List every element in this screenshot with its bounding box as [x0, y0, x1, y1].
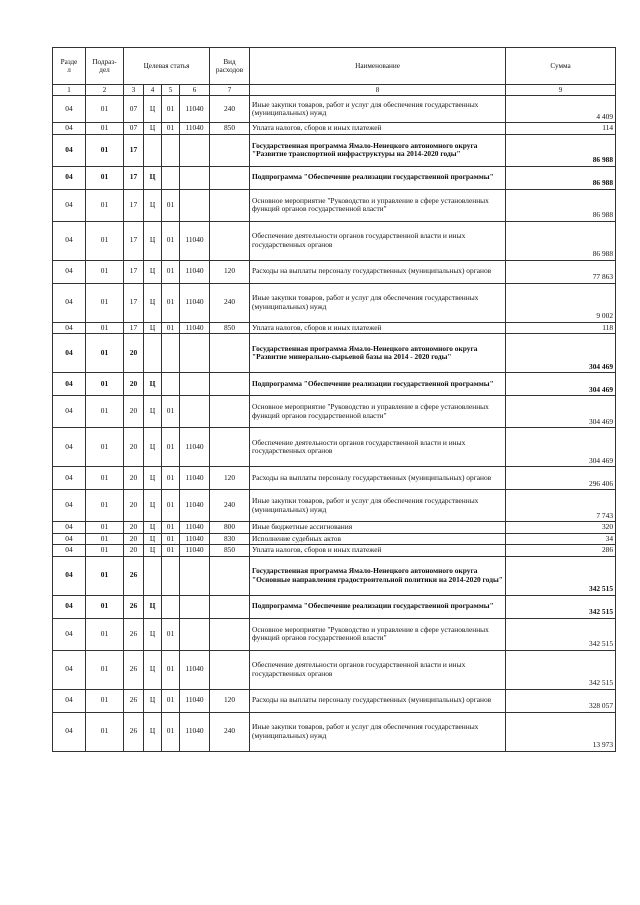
- cell-cel-3: 01: [162, 490, 180, 522]
- table-row: [53, 322, 616, 334]
- cell-cel-1: 20: [124, 428, 144, 467]
- cell-vid: [210, 650, 250, 689]
- cell-cel-4: 11040: [180, 533, 210, 545]
- cell-name: Иные закупки товаров, работ и услуг для обеспечения государственных (муниципальных) нужд: [250, 712, 506, 751]
- cell-vid: 240: [210, 96, 250, 123]
- cell-podrazdel: 01: [86, 322, 124, 334]
- cell-cel-3: 01: [162, 467, 180, 490]
- cell-name: Подпрограмма "Обеспечение реализации государственной программы": [250, 595, 506, 618]
- cell-vid: 830: [210, 533, 250, 545]
- cell-cel-4: 11040: [180, 123, 210, 135]
- table-row: [53, 96, 616, 123]
- cell-cel-3: 01: [162, 189, 180, 221]
- cell-razdel: 04: [53, 166, 86, 189]
- cell-razdel: 04: [53, 533, 86, 545]
- cell-sum: 296 406: [506, 467, 616, 490]
- cell-name: Уплата налогов, сборов и иных платежей: [250, 545, 506, 557]
- cell-vid: 120: [210, 260, 250, 283]
- cell-cel-2: Ц: [144, 545, 162, 557]
- cell-cel-4: 11040: [180, 522, 210, 534]
- colnum-5: 5: [162, 85, 180, 96]
- cell-cel-1: 26: [124, 556, 144, 595]
- table-row: [53, 189, 616, 221]
- cell-cel-4: 11040: [180, 322, 210, 334]
- cell-cel-3: 01: [162, 322, 180, 334]
- cell-razdel: 04: [53, 260, 86, 283]
- table-row: [53, 556, 616, 595]
- cell-name: Обеспечение деятельности органов государственной власти и иных государственных органов: [250, 650, 506, 689]
- table-row: [53, 166, 616, 189]
- cell-cel-1: 20: [124, 533, 144, 545]
- cell-podrazdel: 01: [86, 396, 124, 428]
- cell-cel-1: 07: [124, 96, 144, 123]
- colnum-1: 1: [53, 85, 86, 96]
- cell-cel-1: 17: [124, 166, 144, 189]
- cell-cel-2: Ц: [144, 595, 162, 618]
- cell-podrazdel: 01: [86, 189, 124, 221]
- cell-podrazdel: 01: [86, 134, 124, 166]
- cell-cel-2: Ц: [144, 467, 162, 490]
- cell-sum: 13 973: [506, 712, 616, 751]
- cell-razdel: 04: [53, 428, 86, 467]
- cell-razdel: 04: [53, 712, 86, 751]
- cell-sum: 86 988: [506, 189, 616, 221]
- cell-vid: 850: [210, 123, 250, 135]
- cell-sum: 7 743: [506, 490, 616, 522]
- cell-cel-3: 01: [162, 650, 180, 689]
- cell-sum: 342 515: [506, 618, 616, 650]
- cell-vid: [210, 189, 250, 221]
- colnum-3: 3: [124, 85, 144, 96]
- cell-razdel: 04: [53, 283, 86, 322]
- header-celevaya-statya: Целевая статья: [124, 48, 210, 85]
- header-row: [53, 48, 616, 85]
- cell-podrazdel: 01: [86, 522, 124, 534]
- cell-sum: 342 515: [506, 556, 616, 595]
- cell-sum: 86 988: [506, 166, 616, 189]
- cell-razdel: 04: [53, 689, 86, 712]
- cell-cel-1: 20: [124, 396, 144, 428]
- table-row: [53, 373, 616, 396]
- cell-cel-3: 01: [162, 96, 180, 123]
- cell-name: Иные закупки товаров, работ и услуг для обеспечения государственных (муниципальных) нужд: [250, 283, 506, 322]
- colnum-8: 8: [250, 85, 506, 96]
- cell-cel-3: [162, 166, 180, 189]
- table-row: [53, 283, 616, 322]
- cell-vid: 120: [210, 467, 250, 490]
- cell-vid: [210, 373, 250, 396]
- cell-cel-1: 17: [124, 221, 144, 260]
- budget-table: [52, 47, 616, 752]
- cell-podrazdel: 01: [86, 428, 124, 467]
- cell-cel-4: 11040: [180, 689, 210, 712]
- cell-cel-3: [162, 334, 180, 373]
- cell-vid: 240: [210, 712, 250, 751]
- cell-cel-2: Ц: [144, 428, 162, 467]
- cell-cel-3: [162, 134, 180, 166]
- cell-cel-4: 11040: [180, 221, 210, 260]
- cell-vid: [210, 556, 250, 595]
- cell-vid: [210, 595, 250, 618]
- table-row: [53, 428, 616, 467]
- cell-cel-2: [144, 134, 162, 166]
- cell-cel-1: 20: [124, 373, 144, 396]
- cell-cel-1: 20: [124, 467, 144, 490]
- cell-cel-4: [180, 373, 210, 396]
- cell-cel-3: 01: [162, 396, 180, 428]
- table-body: [53, 96, 616, 752]
- cell-cel-1: 26: [124, 689, 144, 712]
- cell-cel-2: Ц: [144, 322, 162, 334]
- table-row: [53, 396, 616, 428]
- cell-sum: 118: [506, 322, 616, 334]
- cell-sum: 304 469: [506, 396, 616, 428]
- table-row: [53, 618, 616, 650]
- cell-vid: [210, 221, 250, 260]
- cell-name: Исполнение судебных актов: [250, 533, 506, 545]
- cell-cel-1: 17: [124, 322, 144, 334]
- cell-cel-3: [162, 373, 180, 396]
- cell-cel-2: Ц: [144, 533, 162, 545]
- cell-name: Расходы на выплаты персоналу государственных (муниципальных) органов: [250, 260, 506, 283]
- cell-cel-2: Ц: [144, 396, 162, 428]
- cell-name: Основное мероприятие "Руководство и управление в сфере установленных функций органов государственной власти": [250, 396, 506, 428]
- cell-name: Расходы на выплаты персоналу государственных (муниципальных) органов: [250, 689, 506, 712]
- cell-cel-3: 01: [162, 123, 180, 135]
- cell-sum: 328 057: [506, 689, 616, 712]
- cell-cel-2: Ц: [144, 123, 162, 135]
- cell-sum: 77 863: [506, 260, 616, 283]
- cell-sum: 304 469: [506, 334, 616, 373]
- cell-razdel: 04: [53, 134, 86, 166]
- cell-razdel: 04: [53, 396, 86, 428]
- cell-vid: 240: [210, 490, 250, 522]
- cell-cel-1: 20: [124, 522, 144, 534]
- cell-sum: 342 515: [506, 650, 616, 689]
- cell-name: Расходы на выплаты персоналу государственных (муниципальных) органов: [250, 467, 506, 490]
- cell-podrazdel: 01: [86, 260, 124, 283]
- cell-cel-2: Ц: [144, 166, 162, 189]
- cell-name: Уплата налогов, сборов и иных платежей: [250, 123, 506, 135]
- cell-cel-4: 11040: [180, 545, 210, 557]
- colnum-7: 7: [210, 85, 250, 96]
- cell-cel-4: 11040: [180, 96, 210, 123]
- cell-cel-4: [180, 595, 210, 618]
- cell-name: Уплата налогов, сборов и иных платежей: [250, 322, 506, 334]
- cell-podrazdel: 01: [86, 221, 124, 260]
- table-row: [53, 260, 616, 283]
- cell-razdel: 04: [53, 373, 86, 396]
- cell-name: Иные бюджетные ассигнования: [250, 522, 506, 534]
- cell-cel-1: 07: [124, 123, 144, 135]
- cell-vid: [210, 618, 250, 650]
- table-row: [53, 533, 616, 545]
- colnum-2: 2: [86, 85, 124, 96]
- cell-cel-4: [180, 166, 210, 189]
- cell-cel-3: 01: [162, 221, 180, 260]
- cell-vid: [210, 166, 250, 189]
- cell-cel-4: 11040: [180, 283, 210, 322]
- cell-razdel: 04: [53, 467, 86, 490]
- cell-cel-2: [144, 334, 162, 373]
- table-row: [53, 522, 616, 534]
- cell-razdel: 04: [53, 545, 86, 557]
- column-number-row: [53, 85, 616, 96]
- cell-cel-2: Ц: [144, 221, 162, 260]
- cell-cel-3: 01: [162, 533, 180, 545]
- cell-cel-3: 01: [162, 428, 180, 467]
- cell-podrazdel: 01: [86, 650, 124, 689]
- cell-vid: 850: [210, 322, 250, 334]
- cell-name: Обеспечение деятельности органов государственной власти и иных государственных органов: [250, 428, 506, 467]
- header-summa: Сумма: [506, 48, 616, 85]
- cell-sum: 342 515: [506, 595, 616, 618]
- cell-cel-3: 01: [162, 689, 180, 712]
- cell-cel-1: 20: [124, 490, 144, 522]
- cell-cel-4: [180, 334, 210, 373]
- cell-name: Подпрограмма "Обеспечение реализации государственной программы": [250, 166, 506, 189]
- cell-cel-2: Ц: [144, 260, 162, 283]
- cell-cel-3: [162, 556, 180, 595]
- cell-razdel: 04: [53, 595, 86, 618]
- cell-cel-4: 11040: [180, 650, 210, 689]
- cell-razdel: 04: [53, 322, 86, 334]
- cell-vid: 800: [210, 522, 250, 534]
- cell-name: Государственная программа Ямало-Ненецкого автономного округа "Развитие транспортной инфраструктуры на 2014-2020 годы": [250, 134, 506, 166]
- cell-cel-4: 11040: [180, 712, 210, 751]
- table-row: [53, 689, 616, 712]
- header-naimenovanie: Наименование: [250, 48, 506, 85]
- cell-cel-2: Ц: [144, 283, 162, 322]
- cell-cel-3: 01: [162, 545, 180, 557]
- cell-cel-1: 17: [124, 260, 144, 283]
- cell-cel-1: 26: [124, 650, 144, 689]
- table-row: [53, 134, 616, 166]
- cell-cel-2: Ц: [144, 522, 162, 534]
- cell-sum: 9 002: [506, 283, 616, 322]
- cell-vid: 850: [210, 545, 250, 557]
- cell-podrazdel: 01: [86, 334, 124, 373]
- cell-razdel: 04: [53, 189, 86, 221]
- cell-razdel: 04: [53, 650, 86, 689]
- cell-name: Государственная программа Ямало-Ненецкого автономного округа "Развитие минерально-сырьевой базы на 2014 - 2020 годы": [250, 334, 506, 373]
- cell-vid: 240: [210, 283, 250, 322]
- cell-podrazdel: 01: [86, 595, 124, 618]
- cell-cel-3: 01: [162, 618, 180, 650]
- cell-name: Государственная программа Ямало-Ненецкого автономного округа "Основные направления градостроительной политики на 2014-2020 годы": [250, 556, 506, 595]
- cell-cel-2: Ц: [144, 650, 162, 689]
- cell-cel-2: Ц: [144, 712, 162, 751]
- cell-cel-4: [180, 556, 210, 595]
- cell-sum: 86 988: [506, 221, 616, 260]
- cell-podrazdel: 01: [86, 283, 124, 322]
- cell-name: Обеспечение деятельности органов государственной власти и иных государственных органов: [250, 221, 506, 260]
- cell-cel-2: Ц: [144, 189, 162, 221]
- cell-razdel: 04: [53, 221, 86, 260]
- cell-sum: 34: [506, 533, 616, 545]
- cell-vid: [210, 428, 250, 467]
- cell-sum: 4 409: [506, 96, 616, 123]
- cell-podrazdel: 01: [86, 533, 124, 545]
- cell-name: Основное мероприятие "Руководство и управление в сфере установленных функций органов государственной власти": [250, 189, 506, 221]
- cell-sum: 286: [506, 545, 616, 557]
- cell-podrazdel: 01: [86, 618, 124, 650]
- cell-razdel: 04: [53, 522, 86, 534]
- cell-cel-4: 11040: [180, 428, 210, 467]
- table-row: [53, 545, 616, 557]
- colnum-9: 9: [506, 85, 616, 96]
- cell-cel-1: 26: [124, 618, 144, 650]
- cell-name: Иные закупки товаров, работ и услуг для обеспечения государственных (муниципальных) нужд: [250, 490, 506, 522]
- cell-cel-1: 20: [124, 545, 144, 557]
- cell-cel-2: Ц: [144, 490, 162, 522]
- header-vid-rashodov: Вид расходов: [210, 48, 250, 85]
- cell-name: Подпрограмма "Обеспечение реализации государственной программы": [250, 373, 506, 396]
- cell-name: Иные закупки товаров, работ и услуг для обеспечения государственных (муниципальных) нужд: [250, 96, 506, 123]
- cell-sum: 320: [506, 522, 616, 534]
- cell-vid: [210, 396, 250, 428]
- cell-podrazdel: 01: [86, 689, 124, 712]
- header-podrazdel: Подраз- дел: [86, 48, 124, 85]
- table-row: [53, 467, 616, 490]
- cell-razdel: 04: [53, 556, 86, 595]
- cell-cel-2: Ц: [144, 373, 162, 396]
- cell-cel-4: 11040: [180, 490, 210, 522]
- cell-podrazdel: 01: [86, 123, 124, 135]
- cell-podrazdel: 01: [86, 373, 124, 396]
- header-razdel: Разде л: [53, 48, 86, 85]
- cell-podrazdel: 01: [86, 467, 124, 490]
- cell-podrazdel: 01: [86, 490, 124, 522]
- cell-name: Основное мероприятие "Руководство и управление в сфере установленных функций органов государственной власти": [250, 618, 506, 650]
- cell-cel-2: Ц: [144, 96, 162, 123]
- cell-cel-3: 01: [162, 283, 180, 322]
- cell-cel-1: 17: [124, 134, 144, 166]
- cell-cel-1: 20: [124, 334, 144, 373]
- cell-cel-1: 26: [124, 595, 144, 618]
- cell-sum: 304 469: [506, 373, 616, 396]
- cell-cel-1: 26: [124, 712, 144, 751]
- cell-sum: 114: [506, 123, 616, 135]
- table-row: [53, 334, 616, 373]
- cell-cel-3: 01: [162, 260, 180, 283]
- table-row: [53, 123, 616, 135]
- cell-cel-3: 01: [162, 522, 180, 534]
- cell-sum: 304 469: [506, 428, 616, 467]
- cell-razdel: 04: [53, 96, 86, 123]
- cell-cel-1: 17: [124, 189, 144, 221]
- table-row: [53, 221, 616, 260]
- cell-razdel: 04: [53, 490, 86, 522]
- cell-cel-4: [180, 189, 210, 221]
- cell-cel-2: [144, 556, 162, 595]
- cell-vid: [210, 334, 250, 373]
- cell-cel-4: [180, 396, 210, 428]
- cell-podrazdel: 01: [86, 556, 124, 595]
- table-row: [53, 712, 616, 751]
- cell-vid: [210, 134, 250, 166]
- cell-podrazdel: 01: [86, 96, 124, 123]
- cell-razdel: 04: [53, 618, 86, 650]
- cell-podrazdel: 01: [86, 712, 124, 751]
- cell-podrazdel: 01: [86, 166, 124, 189]
- cell-podrazdel: 01: [86, 545, 124, 557]
- cell-cel-3: 01: [162, 712, 180, 751]
- cell-razdel: 04: [53, 334, 86, 373]
- cell-cel-3: [162, 595, 180, 618]
- cell-razdel: 04: [53, 123, 86, 135]
- colnum-4: 4: [144, 85, 162, 96]
- cell-cel-2: Ц: [144, 618, 162, 650]
- cell-cel-1: 17: [124, 283, 144, 322]
- cell-sum: 86 988: [506, 134, 616, 166]
- table-row: [53, 650, 616, 689]
- table-row: [53, 490, 616, 522]
- colnum-6: 6: [180, 85, 210, 96]
- cell-cel-4: 11040: [180, 467, 210, 490]
- cell-cel-4: 11040: [180, 260, 210, 283]
- cell-vid: 120: [210, 689, 250, 712]
- table-row: [53, 595, 616, 618]
- cell-cel-4: [180, 134, 210, 166]
- cell-cel-4: [180, 618, 210, 650]
- cell-cel-2: Ц: [144, 689, 162, 712]
